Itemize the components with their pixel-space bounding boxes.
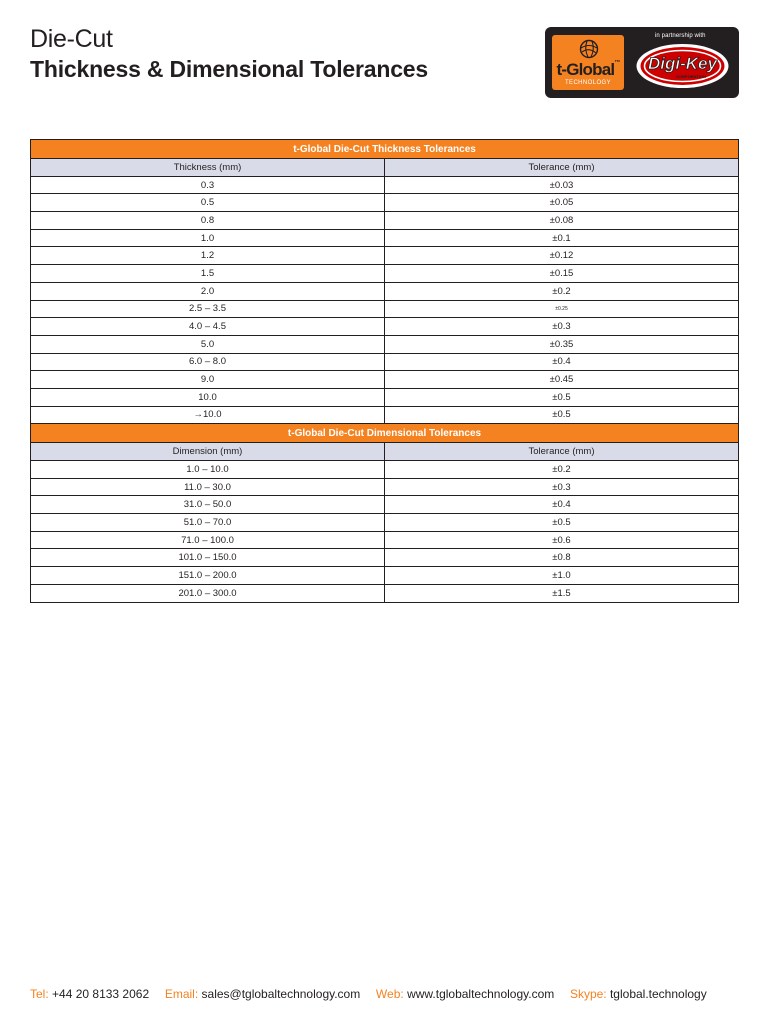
tglobal-logo	[552, 35, 624, 90]
dimension-cell: 31.0 – 50.0	[31, 496, 385, 514]
thickness-col-header: Thickness (mm)	[31, 159, 385, 177]
tolerance-cell: ±0.5	[385, 406, 739, 424]
thickness-row	[31, 265, 739, 283]
thickness-row	[31, 388, 739, 406]
dimension-cell: 71.0 – 100.0	[31, 531, 385, 549]
tolerance-cell: ±0.5	[385, 514, 739, 532]
thickness-cell: 2.0	[31, 282, 385, 300]
thickness-row	[31, 282, 739, 300]
page-title-line2: Thickness & Dimensional Tolerances	[30, 56, 428, 82]
thickness-row	[31, 318, 739, 336]
thickness-cell: 0.5	[31, 194, 385, 212]
tolerance-cell: ±1.5	[385, 584, 739, 602]
dimension-row	[31, 584, 739, 602]
thickness-row	[31, 194, 739, 212]
digikey-logo	[635, 42, 730, 90]
contact-footer	[30, 987, 738, 1001]
dimension-column-header	[31, 443, 739, 461]
dimension-cell: 51.0 – 70.0	[31, 514, 385, 532]
tolerance-table	[30, 139, 739, 603]
digikey-wordmark: Digi-Key	[648, 54, 717, 73]
digikey-subtitle: CORPORATION	[676, 74, 706, 79]
thickness-cell: 2.5 – 3.5	[31, 300, 385, 318]
tolerance-cell: ±0.03	[385, 176, 739, 194]
thickness-cell: 1.2	[31, 247, 385, 265]
tolerance-col-header: Tolerance (mm)	[385, 443, 739, 461]
thickness-row	[31, 406, 739, 424]
web-label: Web:	[375, 987, 404, 1001]
dimension-cell: 151.0 – 200.0	[31, 567, 385, 585]
dimension-row	[31, 461, 739, 479]
thickness-cell: 10.0	[31, 388, 385, 406]
tolerance-cell: ±0.8	[385, 549, 739, 567]
thickness-section-header	[31, 140, 739, 159]
tolerance-cell: ±0.12	[385, 247, 739, 265]
thickness-cell: 9.0	[31, 371, 385, 389]
tolerance-cell: ±0.3	[385, 318, 739, 336]
globe-icon	[579, 39, 599, 59]
skype-label: Skype:	[569, 987, 607, 1001]
tolerance-cell: ±0.3	[385, 478, 739, 496]
title-block	[30, 24, 428, 84]
thickness-row	[31, 300, 739, 318]
tolerance-cell: ±0.05	[385, 194, 739, 212]
partner-logo-banner	[545, 27, 739, 98]
thickness-cell: 1.5	[31, 265, 385, 283]
page-title-line1: Die-Cut	[30, 25, 113, 53]
tolerance-cell: ±0.4	[385, 496, 739, 514]
thickness-cell: 5.0	[31, 335, 385, 353]
tel-value[interactable]: +44 20 8133 2062	[52, 987, 150, 1001]
thickness-row	[31, 229, 739, 247]
tolerance-cell: ±0.1	[385, 229, 739, 247]
thickness-cell: 1.0	[31, 229, 385, 247]
thickness-cell: 0.8	[31, 212, 385, 230]
thickness-row	[31, 247, 739, 265]
dimension-row	[31, 549, 739, 567]
tolerance-cell: ±0.2	[385, 461, 739, 479]
tolerance-cell: ±0.15	[385, 265, 739, 283]
thickness-table-title: t-Global Die-Cut Thickness Tolerances	[31, 140, 739, 159]
dimension-row	[31, 478, 739, 496]
tolerance-tables	[30, 139, 738, 603]
skype-handle[interactable]: tglobal.technology	[609, 987, 707, 1001]
tolerance-col-header: Tolerance (mm)	[385, 159, 739, 177]
tolerance-cell: ±0.35	[385, 335, 739, 353]
dimension-table-title: t-Global Die-Cut Dimensional Tolerances	[31, 424, 739, 443]
thickness-cell: →10.0	[31, 406, 385, 424]
dimension-cell: 201.0 – 300.0	[31, 584, 385, 602]
tolerance-cell: ±0.08	[385, 212, 739, 230]
tolerance-table-body	[31, 140, 739, 603]
thickness-row	[31, 335, 739, 353]
thickness-cell: 0.3	[31, 176, 385, 194]
thickness-cell: 6.0 – 8.0	[31, 353, 385, 371]
dimension-cell: 1.0 – 10.0	[31, 461, 385, 479]
tolerance-cell: ±0.2	[385, 282, 739, 300]
thickness-column-header	[31, 159, 739, 177]
thickness-row	[31, 212, 739, 230]
thickness-row	[31, 176, 739, 194]
dimension-cell: 11.0 – 30.0	[31, 478, 385, 496]
thickness-row	[31, 371, 739, 389]
tolerance-cell: ±0.4	[385, 353, 739, 371]
tglobal-wordmark	[552, 60, 624, 80]
dimension-row	[31, 496, 739, 514]
dimension-row	[31, 567, 739, 585]
email-label: Email:	[164, 987, 199, 1001]
dimension-row	[31, 514, 739, 532]
tolerance-cell: ±0.45	[385, 371, 739, 389]
tel-label: Tel:	[30, 987, 49, 1001]
tglobal-trademark: ™	[614, 60, 620, 66]
tolerance-cell: ±0.5	[385, 388, 739, 406]
web-link[interactable]: www.tglobaltechnology.com	[407, 987, 555, 1001]
tolerance-cell: ±1.0	[385, 567, 739, 585]
dimension-section-header	[31, 424, 739, 443]
thickness-row	[31, 353, 739, 371]
thickness-cell: 4.0 – 4.5	[31, 318, 385, 336]
partnership-caption: in partnership with	[655, 33, 706, 39]
dimension-col-header: Dimension (mm)	[31, 443, 385, 461]
email-link[interactable]: sales@tglobaltechnology.com	[201, 987, 361, 1001]
tolerance-cell: ±0.6	[385, 531, 739, 549]
tglobal-wordmark-text: t-Global	[556, 60, 615, 79]
dimension-row	[31, 531, 739, 549]
tglobal-subtitle: TECHNOLOGY	[564, 80, 611, 86]
dimension-cell: 101.0 – 150.0	[31, 549, 385, 567]
tolerance-cell: ±0.25	[385, 300, 739, 318]
